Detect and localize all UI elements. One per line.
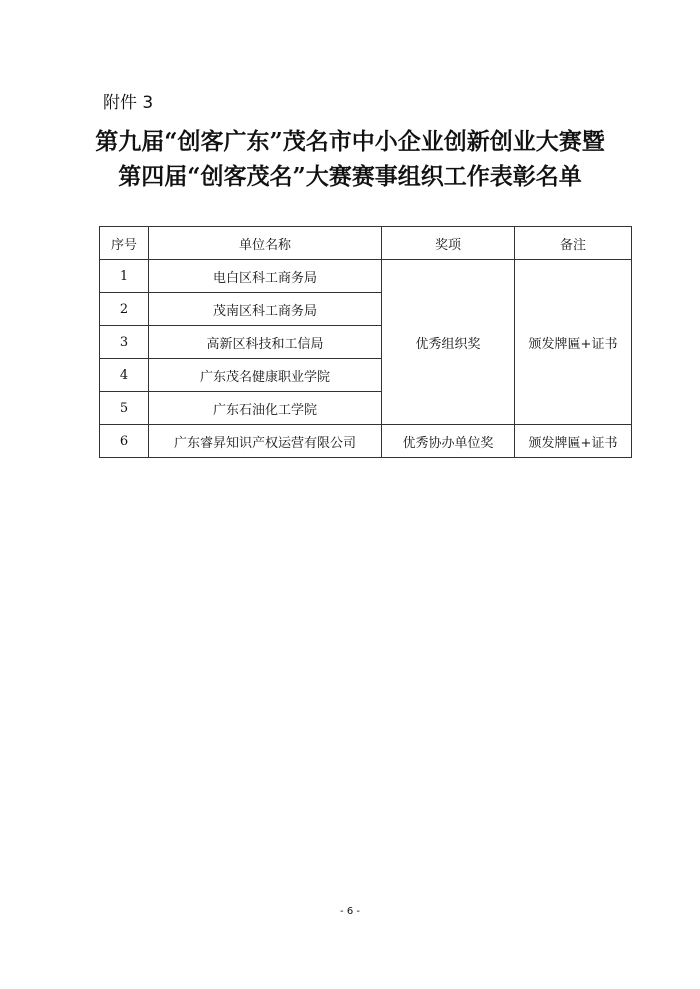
attachment-label: 附件 3 <box>103 93 154 113</box>
header-serial-number: 序号 <box>100 227 149 260</box>
page-number: - 6 - <box>340 906 360 917</box>
row-unit-name: 广东睿昇知识产权运营有限公司 <box>149 425 382 458</box>
row-unit-name: 广东茂名健康职业学院 <box>149 359 382 392</box>
row-serial-number: 2 <box>100 293 149 326</box>
document-title-line-1: 第九届“创客广东”茂名市中小企业创新创业大赛暨 <box>95 128 605 155</box>
row-serial-number: 3 <box>100 326 149 359</box>
award-table <box>99 226 632 458</box>
award-cell: 优秀组织奖 <box>382 260 515 425</box>
row-unit-name: 茂南区科工商务局 <box>149 293 382 326</box>
header-note: 备注 <box>515 227 632 260</box>
header-award: 奖项 <box>382 227 515 260</box>
table-row <box>100 260 632 293</box>
row-serial-number: 1 <box>100 260 149 293</box>
document-title-line-2: 第四届“创客茂名”大赛赛事组织工作表彰名单 <box>118 163 582 190</box>
row-serial-number: 6 <box>100 425 149 458</box>
row-unit-name: 高新区科技和工信局 <box>149 326 382 359</box>
row-unit-name: 电白区科工商务局 <box>149 260 382 293</box>
table-header-row <box>100 227 632 260</box>
header-unit-name: 单位名称 <box>149 227 382 260</box>
table-row <box>100 425 632 458</box>
row-unit-name: 广东石油化工学院 <box>149 392 382 425</box>
note-cell: 颁发牌匾+证书 <box>515 425 632 458</box>
row-serial-number: 5 <box>100 392 149 425</box>
note-cell: 颁发牌匾+证书 <box>515 260 632 425</box>
award-cell: 优秀协办单位奖 <box>382 425 515 458</box>
row-serial-number: 4 <box>100 359 149 392</box>
